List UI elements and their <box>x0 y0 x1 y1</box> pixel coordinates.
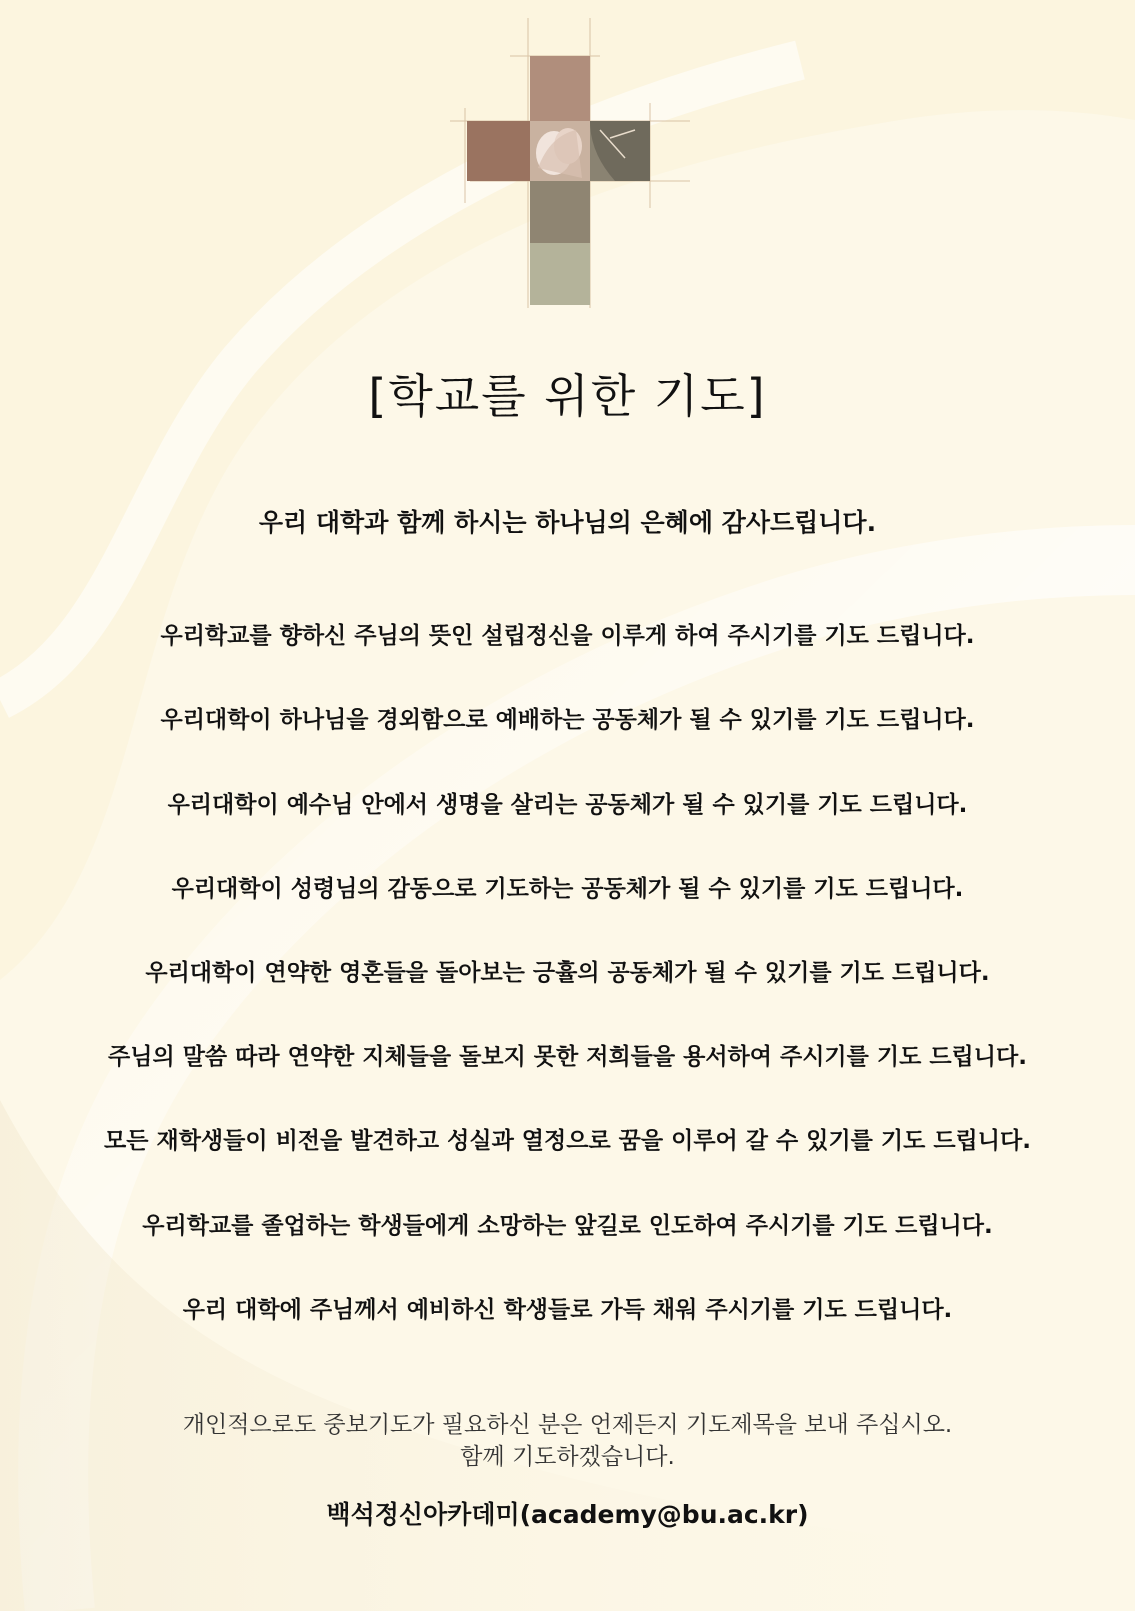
subtitle: 우리 대학과 함께 하시는 하나님의 은혜에 감사드립니다. <box>258 508 877 537</box>
prayer-line: 모든 재학생들이 비전을 발견하고 성실과 열정으로 꿈을 이루어 갈 수 있기를 기도 드립니다. <box>104 1128 1031 1154</box>
prayer-line: 우리 대학에 주님께서 예비하신 학생들로 가득 채워 주시기를 기도 드립니다. <box>182 1297 953 1323</box>
prayer-line: 우리학교를 향하신 주님의 뜻인 설립정신을 이루게 하여 주시기를 기도 드립니다. <box>160 623 975 649</box>
prayer-line: 우리대학이 예수님 안에서 생명을 살리는 공동체가 될 수 있기를 기도 드립니다. <box>167 792 968 818</box>
cross-emblem <box>450 18 690 308</box>
cross-graphic <box>450 18 690 308</box>
prayer-line: 주님의 말씀 따라 연약한 지체들을 돌보지 못한 저희들을 용서하여 주시기를 기도 드립니다. <box>108 1044 1027 1070</box>
page-title: [학교를 위한 기도] <box>368 369 767 423</box>
prayer-line: 우리대학이 연약한 영혼들을 돌아보는 긍휼의 공동체가 될 수 있기를 기도 드립니다. <box>145 960 990 986</box>
prayer-line: 우리학교를 졸업하는 학생들에게 소망하는 앞길로 인도하여 주시기를 기도 드립니다. <box>142 1213 993 1239</box>
prayer-line: 우리대학이 하나님을 경외함으로 예배하는 공동체가 될 수 있기를 기도 드립니다. <box>160 707 975 733</box>
note-line-1: 개인적으로도 중보기도가 필요하신 분은 언제든지 기도제목을 보내 주십시오. <box>182 1412 953 1438</box>
prayer-line: 우리대학이 성령님의 감동으로 기도하는 공동체가 될 수 있기를 기도 드립니다. <box>171 876 964 902</box>
note-line-2: 함께 기도하겠습니다. <box>460 1444 675 1470</box>
contact-info: 백석정신아카데미(academy@bu.ac.kr) <box>326 1500 809 1529</box>
